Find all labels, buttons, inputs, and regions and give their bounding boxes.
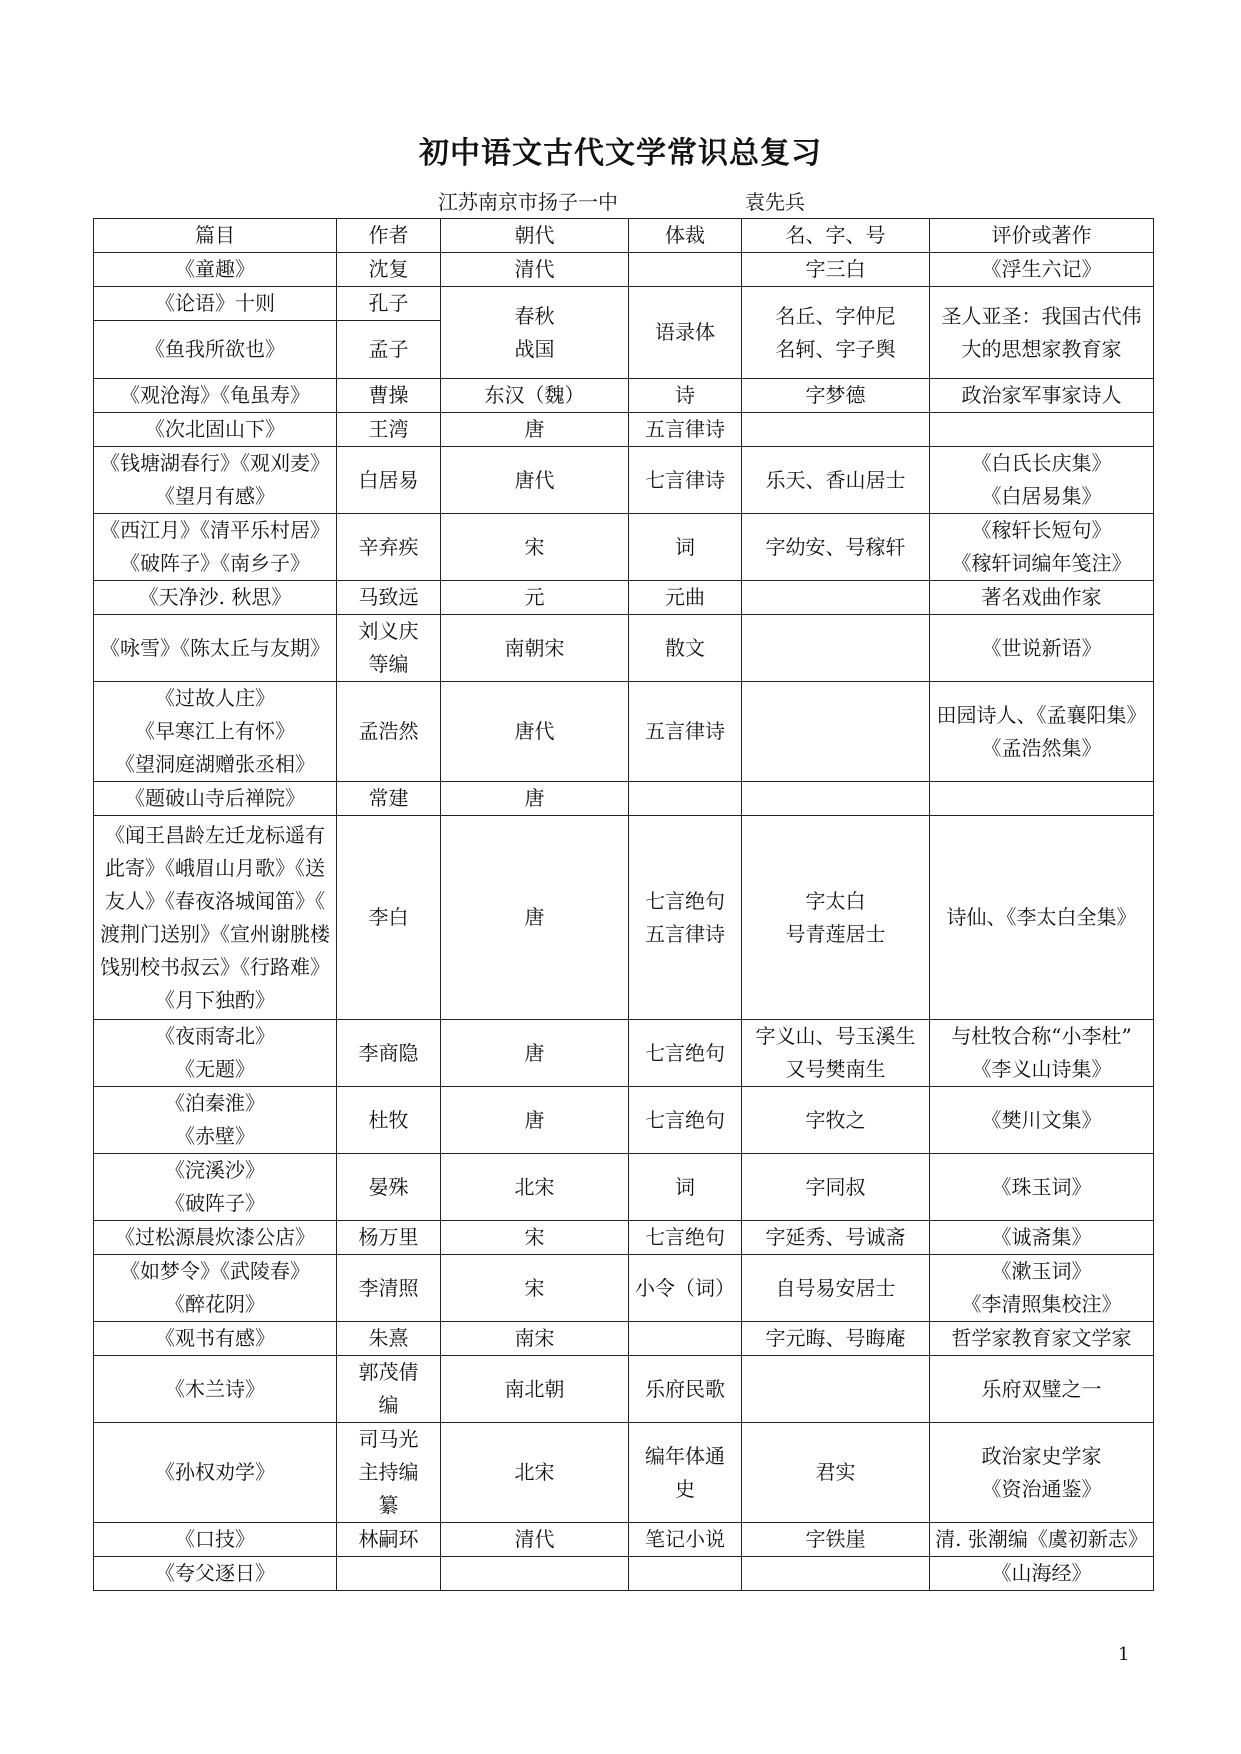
school-name: 江苏南京市扬子一中	[438, 190, 618, 214]
table-cell: 圣人亚圣：我国古代伟大的思想家教育家	[930, 287, 1154, 379]
table-cell	[742, 682, 930, 782]
table-cell: 唐代	[441, 682, 629, 782]
table-row	[94, 682, 1154, 782]
table-cell: 清. 张潮编《虞初新志》	[930, 1523, 1154, 1557]
table-cell: 诗	[629, 379, 742, 413]
table-cell: 自号易安居士	[742, 1255, 930, 1322]
table-cell: 《题破山寺后禅院》	[94, 782, 337, 816]
table-cell	[742, 615, 930, 682]
subtitle	[0, 186, 1241, 216]
table-cell: 孟子	[337, 321, 441, 379]
table-row	[94, 413, 1154, 447]
table-cell: 常建	[337, 782, 441, 816]
table-cell: 《樊川文集》	[930, 1087, 1154, 1154]
table-cell: 《浣溪沙》 《破阵子》	[94, 1154, 337, 1221]
table-header-row	[94, 219, 1154, 253]
table-cell: 辛弃疾	[337, 514, 441, 581]
table-cell: 东汉（魏）	[441, 379, 629, 413]
table-cell: 唐	[441, 816, 629, 1020]
table-cell: 《咏雪》《陈太丘与友期》	[94, 615, 337, 682]
table-cell: 七言绝句 五言律诗	[629, 816, 742, 1020]
table-cell: 唐	[441, 1020, 629, 1087]
table-row	[94, 1255, 1154, 1322]
table-cell	[742, 782, 930, 816]
table-cell: 《木兰诗》	[94, 1356, 337, 1423]
table-cell: 南北朝	[441, 1356, 629, 1423]
table-cell	[742, 1356, 930, 1423]
table-cell: 七言律诗	[629, 447, 742, 514]
table-cell: 田园诗人、《孟襄阳集》 《孟浩然集》	[930, 682, 1154, 782]
table-row	[94, 581, 1154, 615]
header-cell: 作者	[337, 219, 441, 253]
table-cell: 北宋	[441, 1154, 629, 1221]
table-cell: 《夸父逐日》	[94, 1557, 337, 1591]
table-cell: 乐府民歌	[629, 1356, 742, 1423]
header-cell: 朝代	[441, 219, 629, 253]
table-cell: 与杜牧合称“小李杜” 《李义山诗集》	[930, 1020, 1154, 1087]
table-cell: 《如梦令》《武陵春》 《醉花阴》	[94, 1255, 337, 1322]
table-cell	[629, 1557, 742, 1591]
table-cell: 孔子	[337, 287, 441, 321]
table-cell: 元	[441, 581, 629, 615]
table-cell: 字牧之	[742, 1087, 930, 1154]
table-cell: 《世说新语》	[930, 615, 1154, 682]
table-cell: 字幼安、号稼轩	[742, 514, 930, 581]
table-cell: 《珠玉词》	[930, 1154, 1154, 1221]
table-cell: 字三白	[742, 253, 930, 287]
page-title: 初中语文古代文学常识总复习	[419, 136, 822, 171]
table-cell: 杨万里	[337, 1221, 441, 1255]
table-cell	[930, 782, 1154, 816]
page-number: 1	[1118, 1644, 1130, 1665]
table-cell: 刘义庆 等编	[337, 615, 441, 682]
table-cell	[742, 581, 930, 615]
table-cell: 五言律诗	[629, 682, 742, 782]
table-cell: 字同叔	[742, 1154, 930, 1221]
table-cell: 七言绝句	[629, 1221, 742, 1255]
table-cell: 元曲	[629, 581, 742, 615]
table-cell	[629, 253, 742, 287]
table-cell: 乐天、香山居士	[742, 447, 930, 514]
table-row	[94, 253, 1154, 287]
table-cell	[742, 413, 930, 447]
table-cell: 《过故人庄》 《早寒江上有怀》 《望洞庭湖赠张丞相》	[94, 682, 337, 782]
table-cell: 哲学家教育家文学家	[930, 1322, 1154, 1356]
table-row	[94, 615, 1154, 682]
table-row	[94, 1356, 1154, 1423]
table-cell: 《西江月》《清平乐村居》《破阵子》《南乡子》	[94, 514, 337, 581]
table-cell: 诗仙、《李太白全集》	[930, 816, 1154, 1020]
literature-table	[93, 218, 1154, 1591]
table-cell: 《鱼我所欲也》	[94, 321, 337, 379]
table-cell: 《童趣》	[94, 253, 337, 287]
table-cell: 李商隐	[337, 1020, 441, 1087]
table-cell: 曹操	[337, 379, 441, 413]
table-cell: 政治家史学家 《资治通鉴》	[930, 1423, 1154, 1523]
table-cell: 语录体	[629, 287, 742, 379]
table-row	[94, 782, 1154, 816]
header-cell: 体裁	[629, 219, 742, 253]
table-row	[94, 1322, 1154, 1356]
table-cell: 宋	[441, 1255, 629, 1322]
table-cell: 字铁崖	[742, 1523, 930, 1557]
table-cell: 七言绝句	[629, 1020, 742, 1087]
table-cell: 李清照	[337, 1255, 441, 1322]
table-cell: 宋	[441, 514, 629, 581]
table-cell: 《钱塘湖春行》《观刈麦》《望月有感》	[94, 447, 337, 514]
table-cell: 林嗣环	[337, 1523, 441, 1557]
table-cell: 南朝宋	[441, 615, 629, 682]
table-cell: 清代	[441, 1523, 629, 1557]
table-cell: 白居易	[337, 447, 441, 514]
table-cell: 《稼轩长短句》 《稼轩词编年笺注》	[930, 514, 1154, 581]
table-cell: 字元晦、号晦庵	[742, 1322, 930, 1356]
table-cell: 字太白 号青莲居士	[742, 816, 930, 1020]
table-cell: 《观沧海》《龟虽寿》	[94, 379, 337, 413]
table-cell: 唐	[441, 1087, 629, 1154]
table-cell	[629, 782, 742, 816]
table-cell: 《论语》十则	[94, 287, 337, 321]
table-cell: 唐	[441, 413, 629, 447]
table-cell: 《白氏长庆集》 《白居易集》	[930, 447, 1154, 514]
table-cell	[337, 1557, 441, 1591]
table-cell: 《观书有感》	[94, 1322, 337, 1356]
table-cell: 笔记小说	[629, 1523, 742, 1557]
table-row	[94, 379, 1154, 413]
table-row	[94, 1557, 1154, 1591]
table-cell: 《浮生六记》	[930, 253, 1154, 287]
table-cell: 《泊秦淮》 《赤壁》	[94, 1087, 337, 1154]
table-cell: 《孙权劝学》	[94, 1423, 337, 1523]
table-cell: 《次北固山下》	[94, 413, 337, 447]
table-cell: 清代	[441, 253, 629, 287]
table-cell: 《夜雨寄北》 《无题》	[94, 1020, 337, 1087]
table-cell: 司马光 主持编 纂	[337, 1423, 441, 1523]
table-cell: 马致远	[337, 581, 441, 615]
table-row	[94, 447, 1154, 514]
table-cell: 《口技》	[94, 1523, 337, 1557]
author-name: 袁先兵	[745, 190, 805, 214]
table-cell: 孟浩然	[337, 682, 441, 782]
header-cell: 名、字、号	[742, 219, 930, 253]
table-cell: 郭茂倩 编	[337, 1356, 441, 1423]
table-cell: 王湾	[337, 413, 441, 447]
table-cell: 《山海经》	[930, 1557, 1154, 1591]
table-cell: 《漱玉词》 《李清照集校注》	[930, 1255, 1154, 1322]
table-cell: 五言律诗	[629, 413, 742, 447]
table-cell: 字延秀、号诚斋	[742, 1221, 930, 1255]
table-row	[94, 1020, 1154, 1087]
table-cell: 字梦德	[742, 379, 930, 413]
header-cell: 篇目	[94, 219, 337, 253]
table-row	[94, 1423, 1154, 1523]
table-cell: 散文	[629, 615, 742, 682]
table-row	[94, 1154, 1154, 1221]
table-cell	[629, 1322, 742, 1356]
table-cell: 名丘、字仲尼 名轲、字子舆	[742, 287, 930, 379]
table-row	[94, 1087, 1154, 1154]
table-cell: 《过松源晨炊漆公店》	[94, 1221, 337, 1255]
table-cell: 词	[629, 514, 742, 581]
table-cell: 唐代	[441, 447, 629, 514]
table-cell: 字义山、号玉溪生 又号樊南生	[742, 1020, 930, 1087]
table-cell: 杜牧	[337, 1087, 441, 1154]
table-cell: 《天净沙. 秋思》	[94, 581, 337, 615]
table-row	[94, 287, 1154, 321]
table-cell: 春秋 战国	[441, 287, 629, 379]
table-cell: 北宋	[441, 1423, 629, 1523]
table-cell: 乐府双璧之一	[930, 1356, 1154, 1423]
table-cell: 君实	[742, 1423, 930, 1523]
table-cell: 著名戏曲作家	[930, 581, 1154, 615]
table-cell: 朱熹	[337, 1322, 441, 1356]
table-row	[94, 1221, 1154, 1255]
table-cell: 唐	[441, 782, 629, 816]
table-cell: 李白	[337, 816, 441, 1020]
table-cell: 七言绝句	[629, 1087, 742, 1154]
table-cell: 《诚斋集》	[930, 1221, 1154, 1255]
table-row	[94, 816, 1154, 1020]
table-cell: 南宋	[441, 1322, 629, 1356]
table-cell: 沈复	[337, 253, 441, 287]
table-cell: 宋	[441, 1221, 629, 1255]
table-cell: 《闻王昌龄左迁龙标遥有此寄》《峨眉山月歌》《送友人》《春夜洛城闻笛》《 渡荆门送别》《宣州谢朓楼饯别校书叔云》《行路难》《月下独酌》	[94, 816, 337, 1020]
table-cell: 词	[629, 1154, 742, 1221]
table-cell	[742, 1557, 930, 1591]
header-cell: 评价或著作	[930, 219, 1154, 253]
table-row	[94, 1523, 1154, 1557]
table-cell	[930, 413, 1154, 447]
table-cell: 政治家军事家诗人	[930, 379, 1154, 413]
table-cell: 晏殊	[337, 1154, 441, 1221]
table-cell: 小令（词）	[629, 1255, 742, 1322]
table-cell	[441, 1557, 629, 1591]
table-cell: 编年体通 史	[629, 1423, 742, 1523]
table-row	[94, 514, 1154, 581]
